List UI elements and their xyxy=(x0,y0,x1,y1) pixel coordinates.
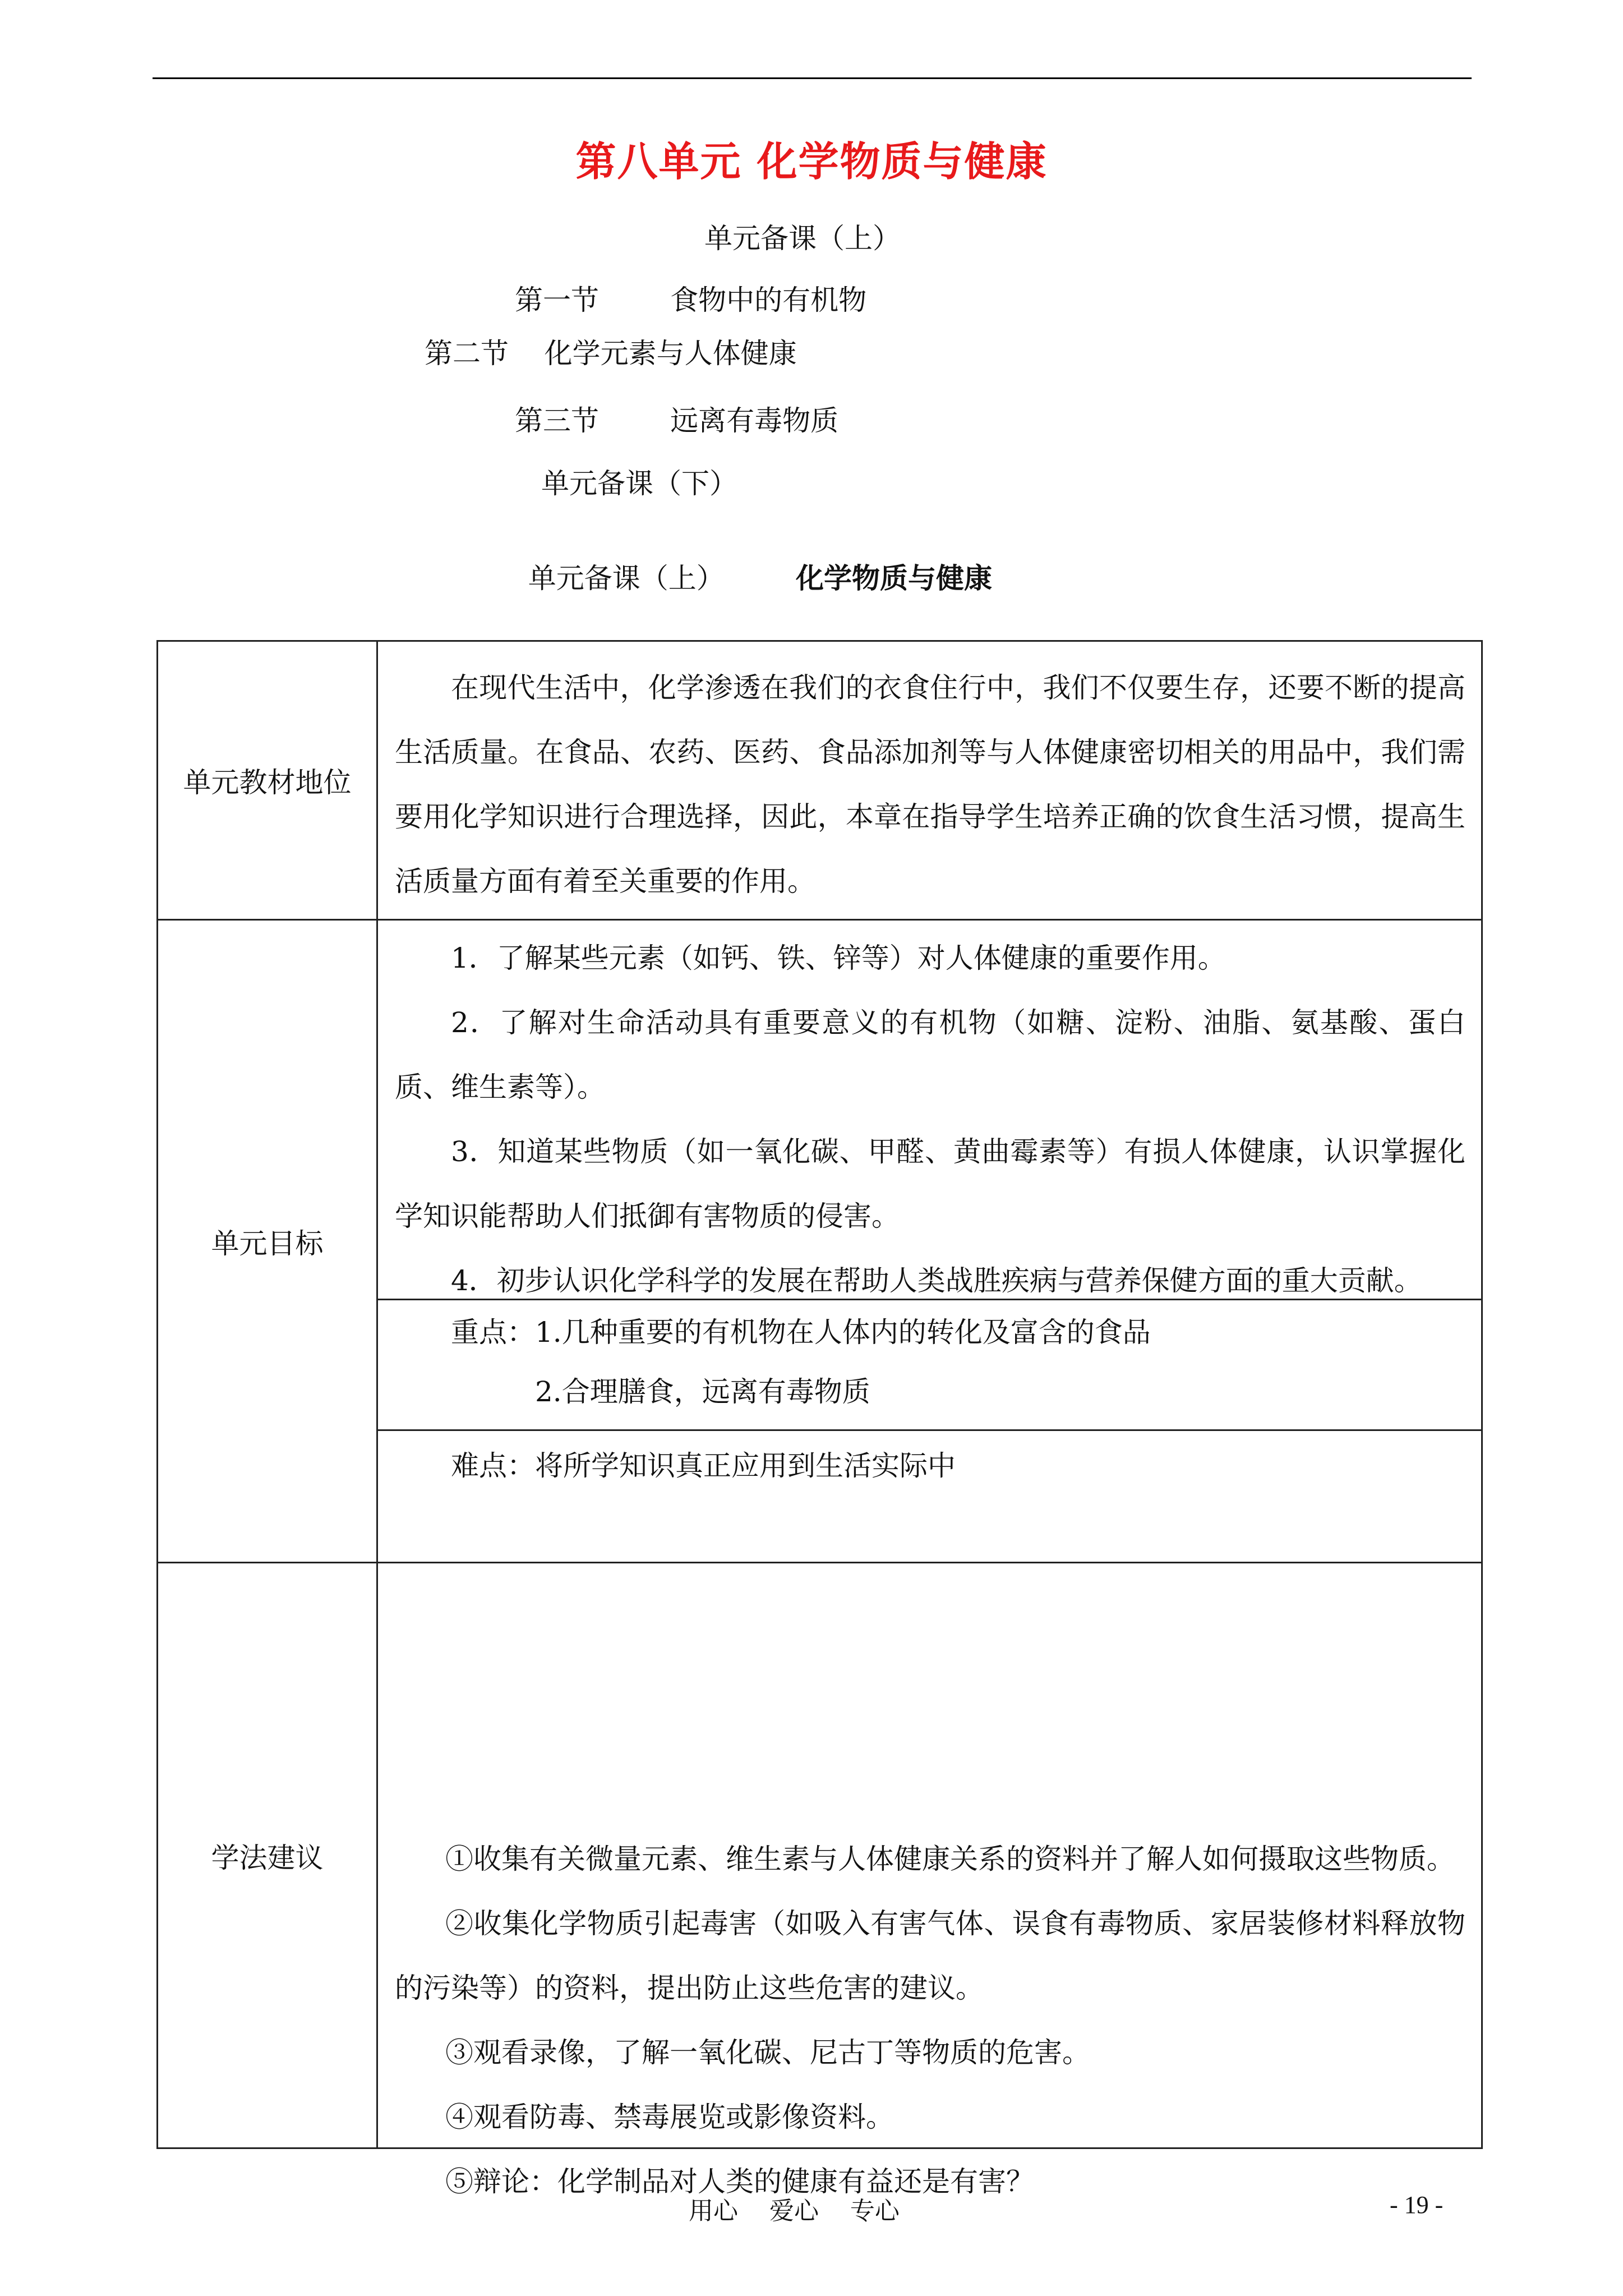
key-point-2: 2.合理膳食，远离有毒物质 xyxy=(535,1375,870,1408)
table-row-position xyxy=(158,642,1481,919)
row-content-position xyxy=(378,642,1481,919)
footer-motto: 用心 爱心 专心 xyxy=(689,2197,900,2225)
subtitle-prefix: 单元备课（上） xyxy=(528,562,725,595)
suggestion-item-3: ③观看录像，了解一氧化碳、尼古丁等物质的危害。 xyxy=(445,2036,1090,2069)
page-number: - 19 - xyxy=(1390,2191,1444,2219)
toc-item-section-1: 第一节 食物中的有机物 xyxy=(515,284,867,316)
goal-item-2: 2．了解对生命活动具有重要意义的有机物（如糖、淀粉、油脂、氨基酸、蛋白质、维生素等）。 xyxy=(395,1006,1465,1103)
toc-item-section-2: 第二节 化学元素与人体健康 xyxy=(425,337,797,370)
row-content-suggestions xyxy=(378,1563,1481,2198)
toc-item-unit-prep-2: 单元备课（下） xyxy=(541,467,737,500)
toc-item-unit-prep-1: 单元备课（上） xyxy=(704,222,901,255)
difficulty-text: 难点：将所学知识真正应用到生活实际中 xyxy=(451,1450,956,1482)
row-label-goals: 单元目标 xyxy=(158,921,378,1562)
suggestion-item-4: ④观看防毒、禁毒展览或影像资料。 xyxy=(445,2101,894,2133)
table-row-goals xyxy=(158,919,1481,1562)
key-points-cell xyxy=(378,1299,1481,1429)
lesson-plan-table xyxy=(156,640,1483,2198)
row-content-goals xyxy=(378,921,1481,1562)
header-rule xyxy=(153,77,1472,79)
table-row-suggestions xyxy=(158,1562,1481,2198)
goal-item-3: 3．知道某些物质（如一氧化碳、甲醛、黄曲霉素等）有损人体健康，认识掌握化学知识能帮助人们抵御有害物质的侵害。 xyxy=(395,1135,1465,1232)
difficulty-cell xyxy=(378,1429,1481,1562)
row-label-position: 单元教材地位 xyxy=(158,642,378,919)
goal-item-1: 1．了解某些元素（如钙、铁、锌等）对人体健康的重要作用。 xyxy=(451,942,1226,974)
suggestion-item-1: ①收集有关微量元素、维生素与人体健康关系的资料并了解人如何摄取这些物质。 xyxy=(445,1843,1455,1875)
section-subtitle xyxy=(510,523,992,596)
row-label-suggestions: 学法建议 xyxy=(158,1563,378,2147)
subtitle-bold: 化学物质与健康 xyxy=(795,562,992,595)
key-points-label: 重点： xyxy=(451,1316,535,1349)
toc-item-section-3: 第三节 远离有毒物质 xyxy=(515,404,839,437)
position-paragraph: 在现代生活中，化学渗透在我们的衣食住行中，我们不仅要生存，还要不断的提高生活质量。在食品、农药、医药、食品添加剂等与人体健康密切相关的用品中，我们需要用化学知识进行合理选择，因此，本章在指导学生培养正确的饮食生活习惯，提高生活质量方面有着至关重要的作用。 xyxy=(395,671,1465,898)
suggestion-item-5: ⑤辩论：化学制品对人类的健康有益还是有害？ xyxy=(445,2165,1034,2198)
page-title: 第八单元 化学物质与健康 xyxy=(575,138,1048,185)
suggestion-item-2: ②收集化学物质引起毒害（如吸入有害气体、误食有毒物质、家居装修材料释放物的污染等）的资料，提出防止这些危害的建议。 xyxy=(395,1907,1465,2004)
goal-item-4: 4．初步认识化学科学的发展在帮助人类战胜疾病与营养保健方面的重大贡献。 xyxy=(451,1264,1422,1297)
goals-list xyxy=(378,921,1481,1299)
suggestions-list xyxy=(378,1827,1481,2214)
key-point-1: 1.几种重要的有机物在人体内的转化及富含的食品 xyxy=(535,1316,1151,1349)
